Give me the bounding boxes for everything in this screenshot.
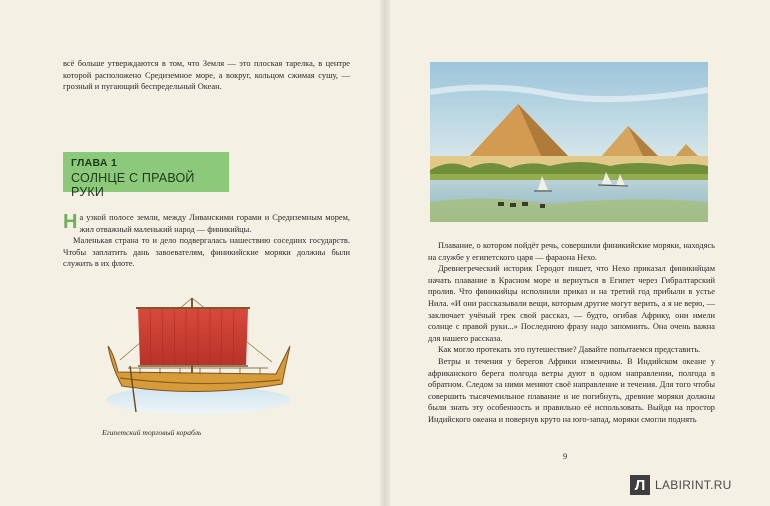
left-paragraph-1: [63, 212, 350, 235]
page-number: 9: [563, 452, 568, 461]
drop-cap: Н: [63, 211, 78, 233]
right-paragraph-1: Плавание, о котором пойдёт речь, совершили финикийские моряки, находясь на службе у египетского царя — фараона Нехо.: [428, 241, 715, 262]
labirint-logo-icon: Л: [630, 475, 650, 495]
left-body-text: [63, 212, 350, 270]
labirint-logo-text: LABIRINT.RU: [655, 478, 732, 492]
right-paragraph-2: Древнегреческий историк Геродот пишет, что Нехо приказал финикийцам начать плавание в Красном море и вернуться в Египет через Гибралтарский пролив. Что финикийцы исполнили приказ и на третий год прибыли в устье Нила. «И они рассказывали вещи, которым другие могут верить, а я не верю, — заключает учёный грек свой рассказ, — будто, огибая Африку, они имели солнце с правой руки...» Последнюю фразу надо запомнить. Она очень важна для нашего рассказа.: [428, 264, 715, 343]
right-body-text: [428, 240, 715, 426]
chapter-heading-box: [63, 152, 229, 199]
egyptian-ship-illustration: [100, 288, 295, 418]
labirint-watermark: [630, 474, 750, 496]
pyramids-illustration: [430, 62, 708, 222]
left-paragraph-1-text: а узкой полосе земли, между Ливанскими горами и Средиземным морем, жил отважный маленький народ — финикийцы.: [79, 213, 350, 234]
chapter-title: СОЛНЦЕ С ПРАВОЙ РУКИ: [71, 171, 195, 199]
ship-caption: Египетский торговый корабль: [102, 428, 202, 437]
right-paragraph-4: Ветры и течения у берегов Африки изменчивы. В Индийском океане у африканского берега полгода ветры дуют в одном направлении, полгода в обратном. Следом за ними меняют своё направление и течения. Для того чтобы совершить тысячемильное плавание и не погибнуть, древние моряки должны были знать эту особенность и правильно её использовать. Выйдя на простор Индийского океана и повернув круто на юго-запад, моряки смогли поднять: [428, 356, 715, 424]
left-paragraph-2: Маленькая страна то и дело подвергалась нашествию соседних государств. Чтобы заплатить дань завоевателям, финикийские моряки должны были служить в их флоте.: [63, 236, 350, 269]
intro-paragraph: всё больше утверждаются в том, что Земля — это плоская тарелка, в центре которой расположено Средиземное море, а вокруг, кольцом сжимая сушу, — грозный и пугающий беспредельный Океан.: [63, 59, 350, 92]
chapter-number: ГЛАВА 1: [71, 157, 118, 169]
right-paragraph-3: Как могло протекать это путешествие? Давайте попытаемся представить.: [438, 345, 701, 355]
